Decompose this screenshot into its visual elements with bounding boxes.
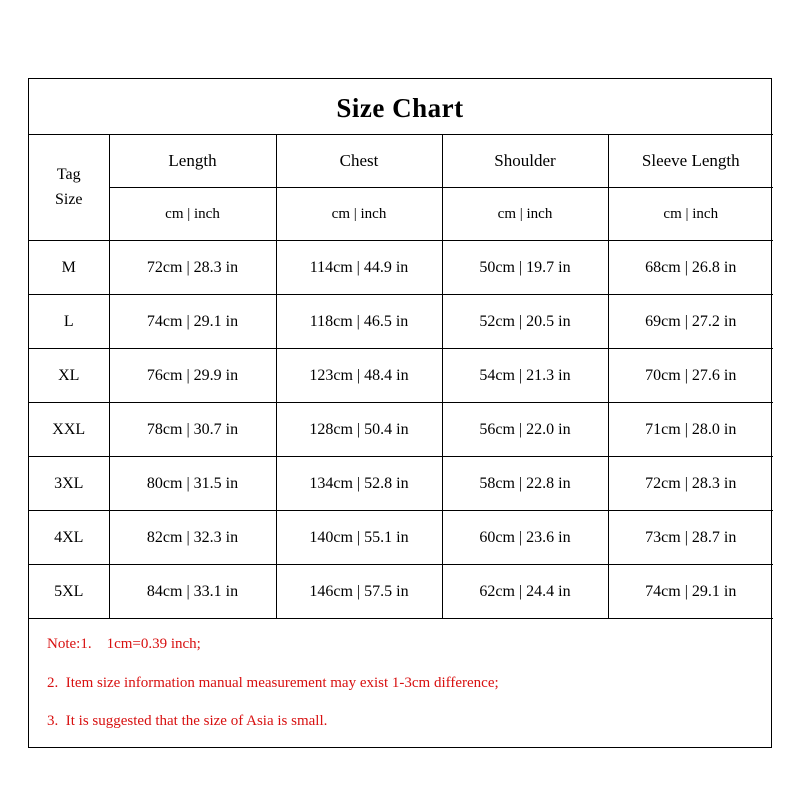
note-line-3: 3. It is suggested that the size of Asia is small. <box>47 713 328 729</box>
cell-sleeve: 70cm | 27.6 in <box>608 349 773 403</box>
cell-sleeve: 69cm | 27.2 in <box>608 295 773 349</box>
table-row <box>29 295 773 349</box>
cell-shoulder: 54cm | 21.3 in <box>442 349 608 403</box>
unit-length: cm | inch <box>109 188 276 241</box>
note-line-2: 2. Item size information manual measurement may exist 1-3cm difference; <box>47 674 499 691</box>
note-line-1: Note:1. 1cm=0.39 inch; <box>47 636 201 652</box>
size-table <box>29 134 773 619</box>
header-tag-line1: Tag <box>56 165 81 183</box>
table-header-row-main <box>29 135 773 188</box>
cell-sleeve: 73cm | 28.7 in <box>608 511 773 565</box>
cell-shoulder: 50cm | 19.7 in <box>442 241 608 295</box>
cell-size: M <box>29 241 109 295</box>
size-chart-frame <box>28 78 772 748</box>
header-tag-line2: Size <box>54 190 83 208</box>
cell-sleeve: 72cm | 28.3 in <box>608 457 773 511</box>
cell-length: 76cm | 29.9 in <box>109 349 276 403</box>
cell-shoulder: 62cm | 24.4 in <box>442 565 608 619</box>
header-shoulder: Shoulder <box>442 135 608 188</box>
table-header-row-units <box>29 188 773 241</box>
header-length: Length <box>109 135 276 188</box>
page-title: Size Chart <box>336 93 464 123</box>
unit-sleeve-length: cm | inch <box>608 188 773 241</box>
notes-section <box>29 619 771 733</box>
header-chest: Chest <box>276 135 442 188</box>
cell-length: 72cm | 28.3 in <box>109 241 276 295</box>
cell-chest: 146cm | 57.5 in <box>276 565 442 619</box>
cell-length: 84cm | 33.1 in <box>109 565 276 619</box>
header-sleeve-length: Sleeve Length <box>608 135 773 188</box>
cell-size: 4XL <box>29 511 109 565</box>
cell-chest: 140cm | 55.1 in <box>276 511 442 565</box>
header-tag-size <box>29 135 109 241</box>
cell-sleeve: 68cm | 26.8 in <box>608 241 773 295</box>
cell-size: 3XL <box>29 457 109 511</box>
cell-length: 82cm | 32.3 in <box>109 511 276 565</box>
cell-size: L <box>29 295 109 349</box>
table-row <box>29 241 773 295</box>
cell-chest: 134cm | 52.8 in <box>276 457 442 511</box>
cell-chest: 123cm | 48.4 in <box>276 349 442 403</box>
cell-size: 5XL <box>29 565 109 619</box>
cell-size: XXL <box>29 403 109 457</box>
table-row <box>29 565 773 619</box>
cell-length: 78cm | 30.7 in <box>109 403 276 457</box>
cell-chest: 118cm | 46.5 in <box>276 295 442 349</box>
cell-chest: 114cm | 44.9 in <box>276 241 442 295</box>
table-row <box>29 511 773 565</box>
cell-shoulder: 52cm | 20.5 in <box>442 295 608 349</box>
table-row <box>29 403 773 457</box>
cell-sleeve: 74cm | 29.1 in <box>608 565 773 619</box>
unit-chest: cm | inch <box>276 188 442 241</box>
cell-chest: 128cm | 50.4 in <box>276 403 442 457</box>
unit-shoulder: cm | inch <box>442 188 608 241</box>
table-row <box>29 349 773 403</box>
cell-shoulder: 60cm | 23.6 in <box>442 511 608 565</box>
cell-size: XL <box>29 349 109 403</box>
cell-shoulder: 56cm | 22.0 in <box>442 403 608 457</box>
cell-length: 74cm | 29.1 in <box>109 295 276 349</box>
cell-shoulder: 58cm | 22.8 in <box>442 457 608 511</box>
cell-length: 80cm | 31.5 in <box>109 457 276 511</box>
cell-sleeve: 71cm | 28.0 in <box>608 403 773 457</box>
table-row <box>29 457 773 511</box>
